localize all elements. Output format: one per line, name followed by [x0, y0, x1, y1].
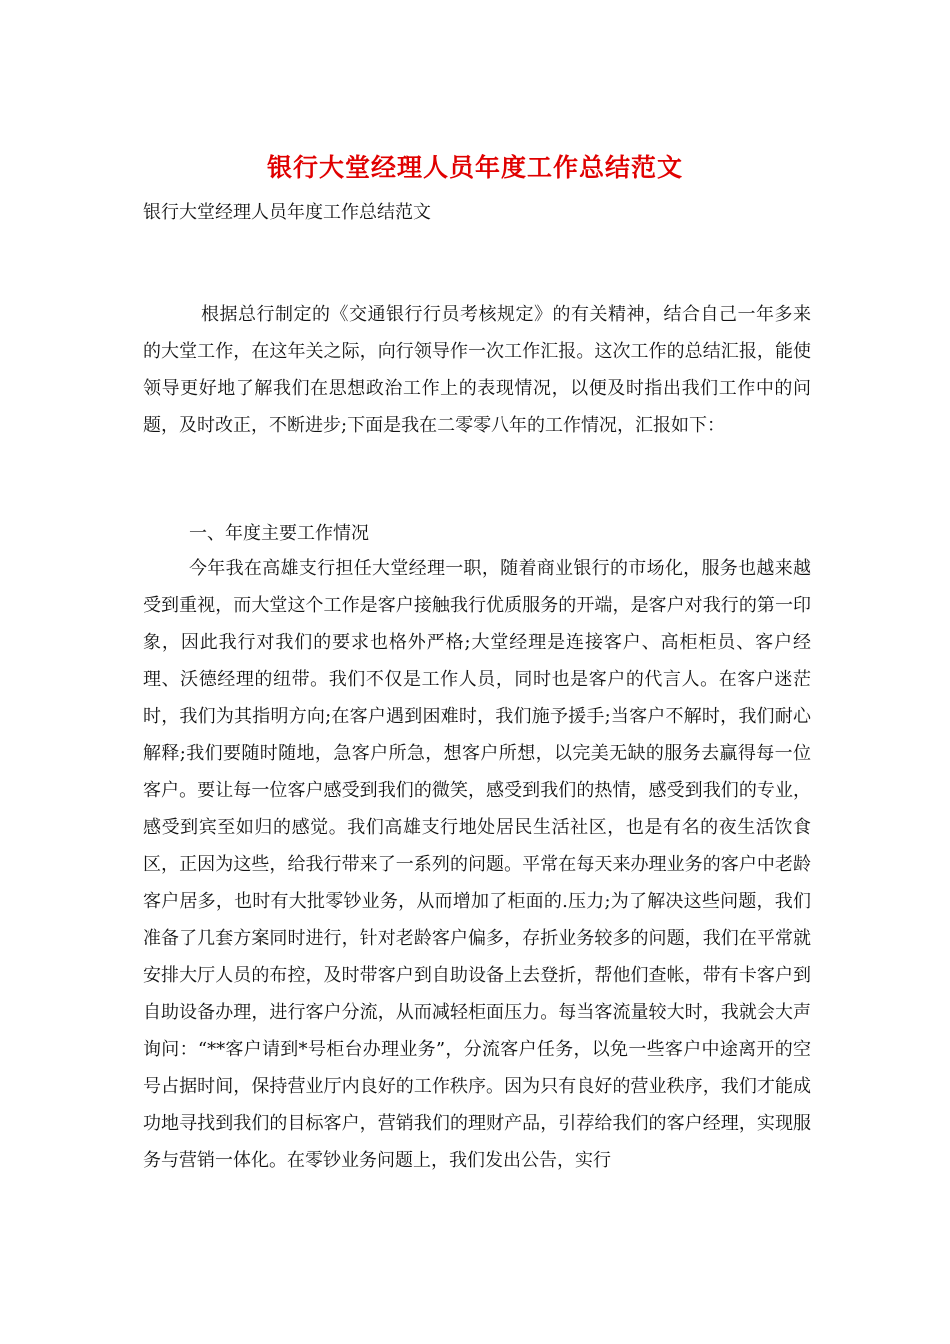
- document-title: 银行大堂经理人员年度工作总结范文: [266, 153, 683, 182]
- document-subtitle: 银行大堂经理人员年度工作总结范文: [143, 202, 431, 223]
- section-heading: 一、年度主要工作情况: [189, 523, 369, 544]
- intro-paragraph: 根据总行制定的《交通银行行员考核规定》的有关精神，结合自己一年多来的大堂工作，在这年关之际，向行领导作一次工作汇报。这次工作的总结汇报，能使领导更好地了解我们在思想政治工作上的表现情况，以便及时指出我们工作中的问题，及时改正，不断进步;下面是我在二零零八年的工作情况，汇报如下：: [143, 304, 811, 436]
- work-paragraph: 今年我在高雄支行担任大堂经理一职，随着商业银行的市场化，服务也越来越受到重视，而大堂这个工作是客户接触我行优质服务的开端，是客户对我行的第一印象，因此我行对我们的要求也格外严格;大堂经理是连接客户、高柜柜员、客户经理、沃德经理的纽带。我们不仅是工作人员，同时也是客户的代言人。在客户迷茫时，我们为其指明方向;在客户遇到困难时，我们施予援手;当客户不解时，我们耐心解释;我们要随时随地，急客户所急，想客户所想，以完美无缺的服务去赢得每一位客户。要让每一位客户感受到我们的微笑，感受到我们的热情，感受到我们的专业，感受到宾至如归的感觉。我们高雄支行地处居民生活社区，也是有名的夜生活饮食区，正因为这些，给我行带来了一系列的问题。平常在每天来办理业务的客户中老龄客户居多，也时有大批零钞业务，从而增加了柜面的.压力;为了解决这些问题，我们准备了几套方案同时进行，针对老龄客户偏多，存折业务较多的问题，我们在平常就安排大厅人员的布控，及时带客户到自助设备上去登折，帮他们查帐，带有卡客户到自助设备办理，进行客户分流，从而减轻柜面压力。每当客流量较大时，我就会大声询问：“**客户请到*号柜台办理业务”，分流客户任务，以免一些客户中途离开的空号占据时间，保持营业厅内良好的工作秩序。因为只有良好的营业秩序，我们才能成功地寻找到我们的目标客户，营销我们的理财产品，引荐给我们的客户经理，实现服务与营销一体化。在零钞业务问题上，我们发出公告，实行: [143, 558, 811, 1171]
